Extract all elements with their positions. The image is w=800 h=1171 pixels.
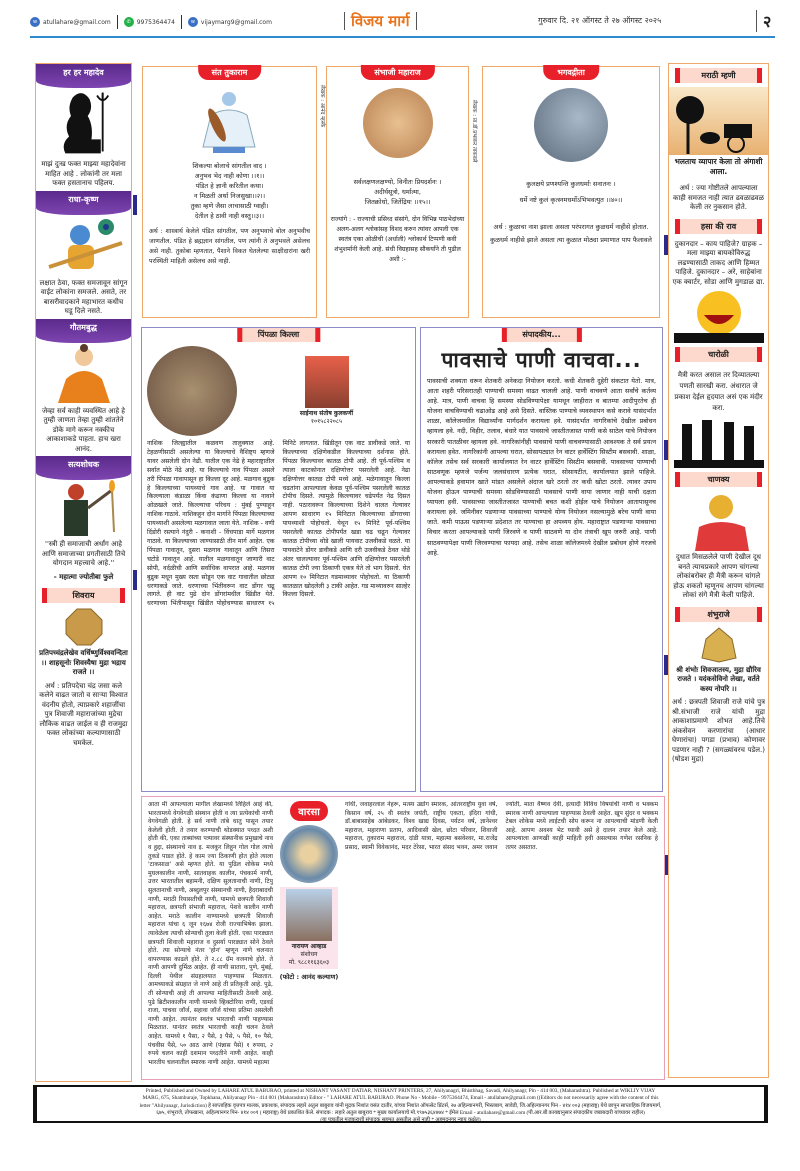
tukaram-verse [143, 161, 316, 221]
sant-tukaram-tab: संत तुकाराम [198, 65, 262, 80]
jyotiba-phule-image [36, 480, 131, 538]
krishna-arjuna-image [534, 88, 608, 162]
shiva-silhouette-image [36, 88, 131, 158]
verse-line: पंडित हे ज्ञानी करितील कथा। [195, 182, 264, 190]
varsa-author-role: संशोधन [300, 951, 318, 958]
accent-bar [664, 235, 668, 255]
laughing-emoji-image [669, 289, 768, 343]
charoli-text: मैत्री करत असाल तर दिव्यातल्या पणती सारखी करा. अंधारात जे प्रकाश देईल हृदयात असं एक मंदीर करा. [674, 371, 763, 412]
verse-line: तुका म्हणे जैसा लाचासाठी ग्वाही। [190, 202, 269, 210]
newspaper-logo: विजय मार्ग [344, 12, 417, 30]
joke-heading: हसा की राव [675, 219, 762, 234]
accent-bar [133, 570, 137, 590]
imprint-line: MARG, 675, Shamburaje, Topkhana, Ahilyanagr Pin - 414 001 (Maharashtra) Editor - " LAHARE ATUL BABURAO. Phone No - Mobile - 9975364474, Email - atullahare@gmail.com ((Editors do not necessarily agree with the content of this [142, 1095, 659, 1102]
varsa-body: आता मी आपल्याला मागील लेखामध्ये लिहिले आहे की, भारतामध्ये वेगवेगळी संस्थान होती व त्या प्रत्येकांची नाणी वेगवेगळी होती. हे सर्व नाणी तांबे धातु पासून तयार केलेली होती. ते तयार करण्याची थोडक्यात पध्दत अशी होती की, एका ताब्यांच्या पत्र्यावर संस्थानीक प्रमुखाचे नाव व हुद्दा, संस्थानचे नाव इ. मजकुर लिहून गोल गोल त्याचे तुकडे पाडत होते. हे काम ज्या ठिकाणी होत होते त्याला 'टाकसाळ' असे म्हणत होते. या पुढिल शोकेस मध्ये मुघलकालीन नाणी, सातवाहक कालीन, पंचकार्म नाणी, उत्तर भारतातील बहामनी, दक्षिण सुलतानाची नाणी, टिपु सुलतानाची नाणी, अब्दुलपुर संस्थानची नाणी, हैदराबादची नाणी, मराठी रियासतीची नाणी, यामध्ये छत्रपती शिवाजी महाराज, छत्रपती संभाजी महाराज, पेशवे कालीन नाणी आहेत. मराठे कालीन नाण्यामध्ये छत्रपती शिवाजी महाराज यांचा ६ जून १६७४ रोजी राज्याभिषेक झाला. त्यावेळेला त्याची सोन्याची तुला केली होती. एका पारड्यात छत्रपती शिवाजी महाराज व दुसर्या पारड्यात सोने ठेवले होते. त्या सोन्याचे नंतर 'होन' म्हणून नाणे चलनात वापरण्यास काढले होते. ते २.८८ ग्रॅम वजनाचे होते. ते नाणी आपणी दुर्मिळ आहेत. ही नाणी सातारा, पुणे, मुंबई, दिल्ली येथील संग्रहालयात पाहण्यास मिळतात. आमच्याकडे संग्रहात जे नाणे आहे ती प्रतिकृती आहे. पुढे, ती सोन्याची आहे ती आपल्या माहितीसाठी ठेवली आहे. पुढे ब्रिटीशकालीन नाणी यामध्ये व्हिक्टोरिया राणी, एडवर्ड राजा, पाचवा जॉर्ज, सहावा जॉर्ज यांच्या प्रतिमा असलेली नाणी आहेत. त्यानंतर स्वतंत्र भारताची नाणी पाहण्यास मिळतात. यानंतर स्वतंत्र भारताची काही चलन ठेवले आहेत. यामध्ये १ पैसा, २ पैसे, ३ पैसे, ५ पैसे, १० पैसे, पंचवीस पैसे, ५० आठ आणे (पंन्नास पैसे) १ रुपया, २ रुपये चलन काही दशमान पध्दतीने नाणी आहेत. काही भारतीय चलनातील स्मारक नाणी आहेत. यामध्ये महात्मा [148, 801, 273, 1066]
editorial-headline: पावसाचे पाणी वाचवा... [441, 348, 642, 372]
gita-image-frame [483, 83, 659, 167]
mhani-heading: मराठी म्हणी [675, 68, 762, 83]
varsa-media [279, 801, 339, 982]
right-column [668, 63, 769, 1078]
tukaram-image [143, 83, 316, 161]
email-left[interactable]: atullahare@gmail.com [43, 18, 111, 26]
joke-text: दुकानदार – काय पाहिजे? ग्राहक – मला माझ्या बायकोविरुद्ध लढण्यासाठी ताकद आणि हिम्मत पाहिजे. दुकानदार – अरे, साहेबांना एक क्वार्टर, सोडा आणि मुगडाळ द्या. [672, 239, 765, 286]
varsa-author-card [280, 887, 338, 969]
fort-photo [147, 346, 237, 436]
imprint-line: ६७५, शंभूराजे, तोफखाना, अहिल्यानगर पिन- ४१४ ००१ ( महाराष्ट्र) येथे प्रकाशित केले. संपादक : लहारे अतुल बाबुराव * मुख्य कार्यालयाचे मो.९९७५३६४४७४ * ईमेल Email - atullahare@gmail.com (पी.आर.बी.कायद्यानुसार संपादकीय जबाबदारी यांच्यावर राहील) [156, 1109, 645, 1116]
masthead-contact-bar [30, 10, 330, 34]
globe-icon: w [30, 17, 40, 27]
email-right[interactable]: vijaymarg9@gmail.com [200, 18, 272, 26]
shambhuraje-meaning: अर्थ : छत्रपती शिवाजी राजे यांचे पुत्र श्री.संभाजी राजे यांची मुद्रा आकाशाप्रमाणे शोभत आहे.तिचे अंकसेवन करणारांचा (आधार घेणारांचा) पगडा (प्रभाव) कोणावर पडणार नाही ? (सगळ्यांवरच पडेल.) (षोडश मुद्रा) [672, 698, 765, 763]
mahadev-heading: हर हर महादेव [36, 64, 131, 88]
verse-line: सर्वलक्षणलक्षण्यो, विनीतः प्रियदर्शनः । [353, 178, 442, 186]
accent-bar [664, 655, 668, 675]
varsa-body-continued [345, 801, 658, 1071]
proverb-meaning: अर्थ : ज्या गोष्टीतले आपल्याला काही समजत नाही त्यात ढवळाढवळ केली तर नुकसान होते. [673, 184, 764, 211]
bhagavadgita-tab: भगवद्गीता [543, 65, 599, 80]
sant-tukaram-box [142, 66, 317, 318]
charoli-heading: चारोळी [675, 347, 762, 362]
shambhuraje-shloka: श्री शंभोः शिवजातस्य, मुद्रा द्यौरिव राजते । यदंकसेविनो लेखा, वर्तते कस्य नोपरि ।। [676, 665, 761, 693]
varsa-body-repeat: गांधी, जवाहरलाल नेहरू, मत्स्य उद्योग स्मारक, आंतरराष्ट्रीय युवा वर्ष, किसान वर्ष, २५ वी स्वतंत्र जयंती, राष्ट्रीय एकता, इंदिरा गांधी, डॉ.बाबासाहेब आंबेडकर, विश्व खाद्य दिवस, पर्यटन वर्ष, ज्ञानेश्वर महाराज, महाराणा प्रताप, आदिवासी खेल, छोटा परिवार, शिवाजी महाराज, तुकाराम महाराज, दांडी यात्रा, महात्मा बसवेश्वर, मा.राजेंद्र प्रसाद, स्वामी विवेकानंद, मदर टेरेसा, भारत संसद भवन, अमर जवान ज्योती, माता वैष्णव देवी, इत्यादी विविध विषयांची नाणी व भक्कम स्मारक नाणी आपल्याला पाहण्यास ठेवली आहेत. खूप सुंदर व भक्कम टेबल शोकेस मध्ये लाईटची सोय करून ना आपल्याची मांडणी केली आहे. आपण अवश्य भेट घ्यावी असे हे दालन तयार केले आहे. आपल्याला आणखी काही माहिती हवी असल्यास गणेश रसनिक हे तत्पर असतात. [345, 801, 658, 851]
verse-line: देतील हे ठावी नाही वस्तु।।३।। [194, 212, 265, 220]
sambhaji-image-frame [327, 83, 468, 163]
issue-date: गुरुवार दि. २१ ऑगस्ट ते २७ ऑगस्ट २०२५ [538, 16, 662, 25]
satyashodhak-quote: ''स्त्री ही समाजाची अर्धांग आहे आणि समाजाच्या प्रगतीसाठी तिचे योगदान महत्त्वाचे आहे.'' [41, 540, 126, 567]
pimpla-fort-article [141, 327, 416, 792]
bhagavadgita-box [482, 66, 660, 318]
editorial-body: पावसाची शक्यता धरून शेतकरी अनेकदा नियोजन करतो. कधी शेतकरी दुहेरी संकटात येतो. मात्र, आता शहरी परिसरातही पाण्याची समस्या वाढत चालली आहे. पाणी वाचवणे आता सर्वांचे कर्तव्य आहे. मात्र, पाणी वाचवा हि समस्या सोडविण्यापेक्षा यामधून जाहीरात व बातम्या आदीपुरतेच ही योजना वाचविण्याची चढाओढ आहे असे दिसते. वास्तिक पाण्याचे व्यवस्थापन कसे करावे यासंदर्भात शाळा, कॉलेजमधील विद्यार्थ्यांना मार्गदर्शन करायला हवे. यासंदर्भात नागरिकांचे देखील प्रबोधन व्हायला हवे. नदी, विहीर, तलाव, बंधारे यात पावसाचे जास्तीतजास्त पाणी कसे साठेल याचे नियोजन सरकारी पातळीवर व्हायला हवे. नागरिकांनीही पावसाचे पाणी वाचवण्यासाठी आवश्यक ते सर्व प्रयत्न करायला हवेत. नागरिकांनी आपल्या घरात, सोसायट्यात रेन वाटर हार्वेस्टिंग सिस्टीम बसवावी. शाळा, कॉलेज तसेच सर्व सरकारी कार्यालयात रेन वाटर हार्वेस्टिंग सिस्टीम बसवावी. पावसाच्या पाण्याची साठवणूक म्हणजे पर्जन्य जलसंधारण प्रत्येक घरात, सोसायटीत, कार्यालयात झाले पाहिजे. आपल्याकडे हवामान खाते मांडत असलेले अंदाज खरे ठरतो तर कधी खोटा ठरतो. त्यावर उपाय योजना होऊन पाण्याची समस्या सोडविण्यासाठी पावसाचे पाणी वाया जाणार नाही याची दक्षता घ्यायला हवी. पावसाच्या जास्तीतजास्त पाण्याची बचत कशी होईल याचे नियोजन आतापासूनच करायला हवे. जमिनीवर पडणाऱ्या पावसाच्या पाण्याचे योग्य नियोजन नसल्यामुळे बरेच पाणी वाया जाते. कमी पाऊस पडणाऱ्या प्रदेशात तर पाण्याचा हा अपव्यय होय. महाराष्ट्रात पडणाऱ्या पावसाचा विचार करता आपल्याकडे पाणी जिरवणे व पाणी साठवणे या दोन तंत्राची खूप जरुरी आहे. पाणी साठवण्यापेक्षा पाणी जिरवण्याचा फायदा आहे. तसेच शाळा कॉलेजमध्ये देखील प्रबोधन होणे गरजचे आहे. [427, 377, 656, 557]
author-card [243, 356, 410, 426]
author-photo [305, 356, 349, 408]
divider [181, 15, 182, 29]
verse-line: शिकल्या बोलाचे सांगतील वाद । [192, 162, 267, 170]
pimpla-fort-text: नाशिक जिल्ह्यातील कळवण तालुक्यात आहे. टेहळणीसाठी असलेल्या या किल्ल्याचे वैशिष्ट्य म्हणजे यावर असलेली दोन नेढी. यातील एक नेढे हे महाराष्ट्रातील सर्वात मोठे नेढे आहे. या किल्ल्याचे नाव पिंपळा असले तरी पिंपळा गावापासून हा किल्ला दूर आहे. मळगाव बुद्रुक हे किल्ल्याच्या पायथ्याचे गाव आहे. या गावात या किल्ल्याला कंडाळा किंवा कंढाणा किल्ला या नावाने ओळखले जाते. किल्ल्याचा परिचय : मुंबई पुण्याहून नाशिक गाठावे. नाशिकहून दोन मार्गाने पिंपळा किल्ल्याच्या पायथ्याशी असलेल्या मळगावात जाता येते. नाशिक - वणी दिंडोरी रस्त्याने नंदुरी - कनाशी - विंचपाडा मार्गे मळगाव गाठावे. या किल्ल्याच्या जाण्यासाठी तीन मार्ग आहेत. एक पिंपळा गावातून, दुसरा मळगाव गावातून आणि तिसरा चटोडे गावातून आहे. यातील मळगावातून जाणारी वाट सोपी, वर्दळीची आणि सर्वाधिक वापरात आहे. मळगाव बुद्रुक मधून मुख्य रस्ता सोडून एक वाट गावातील छोट्या धरणाकडे जाते. धरणाच्या भिंतीवरून वाट डोंगर चढू लागते. ही वाट पुढे दोन डोंगरांमधील खिंडीत येते. धरणाच्या भिंतीपासून खिंडीत पोहोचण्यास साधारण १५ मिनिटे लागतात. खिंडीतून एक वाट डावीकडे जाते. या किल्ल्याच्या दक्षिणेकडील किल्ल्याच्या दर्शनास होते. पिंपळा किल्ल्यावर कातळ टोपी आहे. ती पूर्व-पश्चिम व त्याला काटकोनात दक्षिणोत्तर पसरलेली आहे. नेढा दक्षिणोत्तर कातळ टोपी मध्ये आहे. मळेगावातून किल्ला चढतांना आपल्याला केवळ पूर्व-पश्चिम पसरलेली कातळ टोपीच दिसते. त्यामुळे किल्ल्यावर चढेपर्यंत नेढ दिसत नाही. पठारावरून किल्ल्याच्या दिशेने चालत गेल्यावर आपण साधारण १५ मिनिटात किल्ल्याच्या डोंगराच्या पायथ्याशी पोहोचतो. येथून १५ मिनिटे पूर्व-पश्चिम पसरलेली कातळ टोपीपर्यंत खडा चढ चढून गेल्यावर कातळ टोपीच्या थोडे खाली पायवाट उजवीकडे वळते. या पायवाटेने डोंगर डावीकडे आणि दरी उजवीकडे ठेवत थोडे अंतर चालल्यावर पूर्व-पश्चिम आणि दक्षिणोत्तर पसरलेली कातळ टोपी ज्या ठिकाणी एकत्र येते तो भाग दिसतो. घेत आपण १० मिनिटात गडमाथ्यावर पोहोचतो. या ठिकाणी कातळात खोदलेली ३ टाकी आहेत. गड माथ्यावरुन साल्हेर किल्ला दिसतो. [147, 440, 410, 608]
divider [117, 15, 118, 29]
accent-bar [133, 195, 137, 215]
gautam-buddha-heading: गौतमबुद्ध [36, 319, 131, 343]
chanakya-text: दुधात मिसळलेले पाणी देखील दूध बनते त्याचप्रकारे आपण चांगल्या लोकांबरोबर ही मैत्री करून चांगले होऊ शकतो म्हणूनच आपण चांगल्या लोकां संगे मैत्री केली पाहिजे. [673, 553, 764, 599]
bullock-cart-image [669, 87, 768, 155]
krishna-image [36, 215, 131, 277]
radha-krishna-heading: राधा-कृष्ण [36, 191, 131, 215]
buddha-quote: जेव्हा सर्व काही व्यवस्थित आहे हे तुम्ही जाणता तेव्हा तुम्ही शांततेने डोके मागे करून नक्कीच आकाशाकडे पाहता. हाच खरा आनंद. [41, 406, 125, 453]
sambhaji-portrait [363, 88, 433, 158]
sambhaji-maharaj-box [326, 66, 469, 318]
header-rule [30, 36, 775, 38]
shivray-heading: शिवराय [42, 588, 125, 603]
varsa-author-photo [286, 889, 332, 941]
buddha-image [36, 343, 131, 405]
sambhaji-byline: लेखक : प्रा.डॉ.प्रभाकर ताकवले [471, 100, 477, 163]
shivaji-rajmudra-seal [36, 607, 131, 647]
verse-line: अनुभव भेद नाही कोणा ।।१।। [194, 172, 265, 180]
phone-number[interactable]: 9975364474 [136, 18, 175, 26]
page-number: २ [756, 10, 771, 32]
quote-author: - महात्मा ज्योतीबा फुले [53, 572, 114, 581]
sambhaji-tab: संभाजी महाराज [360, 65, 434, 80]
globe-icon: w [188, 17, 198, 27]
imprint-footer [33, 1085, 768, 1123]
chanakya-heading: चाणक्य [675, 472, 762, 487]
gita-verse-1: कुलक्षये प्रणश्यन्ति कुलधर्माः सनातनः । [526, 180, 616, 188]
chanakya-image [669, 491, 768, 551]
varsa-author-phone: मो. ९८८११६३६०३ [288, 959, 330, 966]
tukaram-byline: लेखक : आनंद म्हस्के [319, 85, 325, 128]
author-name: साईनाथ संतोष कुलकर्णी [299, 410, 354, 417]
pimpla-fort-heading: पिंपळा किल्ला [237, 327, 320, 342]
left-column [35, 63, 132, 1082]
tukaram-meaning: अर्थ : शास्त्रार्थ केलेले पंडित सांगतील, पण अनुभवाचे बोल अनुभवीच जाणतील. पंडित हे ब्रह्मज्ञान सांगतील, पण त्यांनी ते अनुभवले असेलच असे नाही. तुकोबा म्हणतात, पैशाने विकत घेतलेल्या साक्षीदारांना खरी परस्थिती माहिती असेलच असे नाही. [149, 228, 310, 265]
photo-credit: (फोटो : आनंद कल्याण) [279, 973, 339, 981]
friends-silhouette-image [669, 416, 768, 468]
mahadev-quote: माझं दुःख फक्त माझ्या महादेवांना माहित आहे . लोकांनी तर मला फक्त हसतानाच पहिलय. [41, 160, 126, 187]
shivray-shloka: प्रतिपच्चंद्रलेखेव वर्धिष्णुर्विश्ववन्दिता ।। शाहसूनोः शिवस्यैषा मुद्रा भद्राय राजते ।। [39, 649, 128, 676]
editorial-section-label: संपादकीय... [501, 327, 581, 342]
editorial-article [420, 327, 663, 792]
sambhaji-mudra-seal [669, 626, 768, 664]
radha-krishna-quote: लक्षात ठेवा, फक्त समजावून सांगून वाईट लोकांना समजले. असते, तर बासरीवादकाने महाभारत कधीच घडू दिले नसते. [39, 278, 128, 315]
accent-bar [664, 440, 668, 460]
varsa-author-name: नारायण आव्हाड [291, 943, 327, 950]
proverb-text: भलताच व्यापार केला तो अंगाशी आला. [674, 157, 763, 176]
gita-verse-2: धर्मे नष्टे कुलं कृत्स्नमधर्मोऽभिभवत्युत ।।४०।। [519, 196, 623, 204]
sambhaji-verse [327, 177, 468, 207]
verse-line: न मिळती अर्था निजसुखा।।२।। [193, 192, 266, 200]
whatsapp-icon: ✆ [124, 17, 134, 27]
sambhaji-meaning: राज्यांगे : - राज्याची प्रसिध्द संसांगे, दोन विभिन्न पाठभेदांच्या अलग-अलग श्लोकांसह विशद करुन त्यांवर आपली एक स्वतंत्र एका ओळीची (अर्धाली) श्लोकार्थ टिप्पणी कवी शंभुशर्मानी केली आहे. संधी विग्रहासह सौकर्यांने ती पुढील अशी :- [330, 216, 465, 263]
verse-line: अदीर्घसूत्रो, धर्मात्मा, [374, 188, 421, 196]
varsa-article [141, 796, 665, 1080]
imprint-line: letter "Ahilyanagr, Jurisdiction) हे साप्ताहिक वृत्तपत्र मालक, प्रकाशक, संपादक लहारे अतुल बाबुराव यांनी मुद्रक निशांत वसंत दातीर, यांच्या निशांत ऑफसेट प्रिंटर्स, २७ अहिल्यानगरी, भिस्तबाग, सावेडी, जि.अहिल्यानगर पिन - ४१४ ००३ (महाराष्ट्र) येथे छापून साप्ताहिक विजयमार्ग, [139, 1102, 662, 1109]
shambhuraje-heading: शंभुराजे [675, 607, 762, 622]
varsa-heading: वारसा [290, 801, 328, 821]
shivray-meaning: अर्थ : प्रतिपदेचा चंद्र जसा कले कलेने वाढत जातो व साऱ्या विश्वात वंदनीय होतो, त्याप्रकारे शहाजींचा पुत्र शिवाजी महाराजांच्या मुद्रेचा लौकिक वाढत जाईल व ही राजमुद्रा फक्त लोकांच्या कल्याणासाठी चमकेल. [39, 681, 128, 747]
verse-line: जितक्रोधो, जितेंद्रियः ।।१५।। [364, 198, 431, 206]
author-phone: १०१५८२२०८५ [310, 418, 343, 425]
gita-meaning: अर्थ : कुळाचा नाश झाला असता परंपरागत कुळधर्म नाहीसे होतात. कुळधर्म नाहीसे झाले असता त्या कुळात मोठ्या प्रमाणात पाप फैलावले [490, 223, 652, 244]
statues-photo [280, 825, 338, 883]
satyashodhak-heading: सत्यशोधक [36, 456, 131, 480]
imprint-line: Printed, Published and Owned by LAHARE ATUL BABURAO, printed at NISHANT VASANT DATIAR, NISHANT PRINTERS, 27, Ahilyanagri, Bhistbhag, Savadi, Ahilyanagr, Pin - 414 003, (Maharashtra). Published at WIKLIY VIJAY [145, 1088, 656, 1094]
imprint-line: (या पत्रातील मजकुराशी संपादक सहमत असतील असे नाही * अहमदनगर न्याय कक्षेत) [320, 1117, 481, 1124]
